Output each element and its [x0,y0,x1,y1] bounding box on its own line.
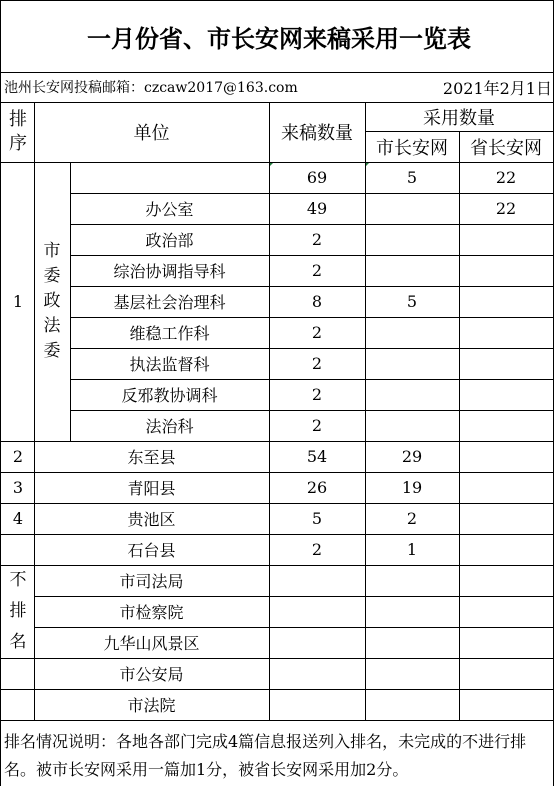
group-name-char: 委 [43,266,61,286]
unranked-label [2,565,34,658]
grid-line [459,131,460,720]
county-rank: 4 [12,509,24,528]
grid-line [0,720,554,721]
county-rank [2,534,34,565]
table-row-unit: 办公室 [145,200,194,219]
grid-line [269,102,270,720]
header-adopted: 采用数量 [423,107,495,129]
table-row-submitted: 49 [306,199,328,218]
table-row-unit: 维稳工作科 [129,324,210,343]
table-row-unit: 反邪教协调科 [121,386,218,405]
ranking-note: 排名情况说明：各地各部门完成4篇信息报送列入排名，未完成的不进行排名。被市长安网采用一篇加1分，被省长安网采用加2分。 [4,732,527,779]
unranked-label-char: 排 [9,601,27,621]
grid-line [0,162,554,163]
grid-line [70,379,554,380]
grid-line [34,627,554,628]
group-total-city: 5 [406,168,418,187]
grid-line [70,317,554,318]
group-name-char: 市 [43,241,61,261]
grid-line [0,0,554,1]
group-name-char: 法 [43,316,61,336]
table-row-unit: 综治协调指导科 [113,262,226,281]
grid-line [0,441,554,442]
email-line: 池州长安网投稿邮箱：czcaw2017@163.com [4,80,298,96]
table-row-submitted: 2 [311,385,323,404]
header-rank [2,102,34,162]
group-name [34,162,70,441]
county-submitted: 2 [311,540,323,559]
unranked-unit: 市检察院 [119,603,184,622]
county-unit: 东至县 [127,448,176,467]
county-submitted: 5 [311,509,323,528]
county-rank: 2 [12,447,24,466]
grid-line [70,162,71,441]
unranked-label-char: 名 [9,632,27,652]
unranked-unit: 市公安局 [119,665,184,684]
header-city: 市长安网 [376,137,448,159]
unranked-unit: 市司法局 [119,572,184,591]
header-province: 省长安网 [470,137,542,159]
grid-line [70,255,554,256]
table-row-submitted: 2 [311,354,323,373]
grid-line [0,658,554,659]
page-title: 一月份省、市长安网来稿采用一览表 [87,24,471,53]
table-row-submitted: 2 [311,416,323,435]
unranked-label-char: 不 [9,570,27,590]
grid-line [0,503,554,504]
table-row-submitted: 2 [311,261,323,280]
grid-line [34,102,35,720]
grid-line [0,102,554,103]
group-total-province: 22 [495,168,517,187]
grid-line [0,689,554,690]
table-row-province: 22 [495,199,517,218]
county-city: 2 [406,509,418,528]
header-rank-char: 序 [9,133,27,154]
county-unit: 石台县 [127,541,176,560]
table-row-submitted: 8 [311,292,323,311]
grid-line [0,565,554,566]
unranked-unit: 九华山风景区 [103,634,200,653]
table-row-unit: 执法监督科 [129,355,210,374]
table-row-unit: 政治部 [145,231,194,250]
grid-line [0,472,554,473]
grid-line [365,102,366,720]
grid-line [70,193,554,194]
grid-line [0,534,554,535]
header-rank-char: 排 [9,109,27,130]
grid-line [0,0,1,786]
unranked-unit: 市法院 [127,696,176,715]
report-date: 2021年2月1日 [442,78,552,98]
county-unit: 青阳县 [127,479,176,498]
county-unit: 贵池区 [127,510,176,529]
table-row-submitted: 2 [311,323,323,342]
table-row-city [365,193,459,224]
grid-line [70,224,554,225]
group-name-char: 政 [43,291,61,311]
table-row-submitted: 2 [311,230,323,249]
county-city: 19 [401,478,423,497]
table-row-unit: 基层社会治理科 [113,293,226,312]
grid-line [70,348,554,349]
county-city: 1 [406,540,418,559]
grid-line [553,0,554,786]
table-row-unit: 法治科 [145,417,194,436]
group-rank: 1 [12,292,24,311]
group-total-submitted: 69 [306,168,328,187]
county-city: 29 [401,447,423,466]
table-row-city: 5 [406,292,418,311]
county-rank: 3 [12,478,24,497]
county-submitted: 26 [306,478,328,497]
header-unit: 单位 [133,123,170,144]
county-submitted: 54 [306,447,328,466]
grid-line [70,410,554,411]
grid-line [70,286,554,287]
header-submitted: 来稿数量 [281,123,353,144]
grid-line [34,596,554,597]
grid-line [0,72,554,73]
group-name-char: 委 [43,341,61,361]
